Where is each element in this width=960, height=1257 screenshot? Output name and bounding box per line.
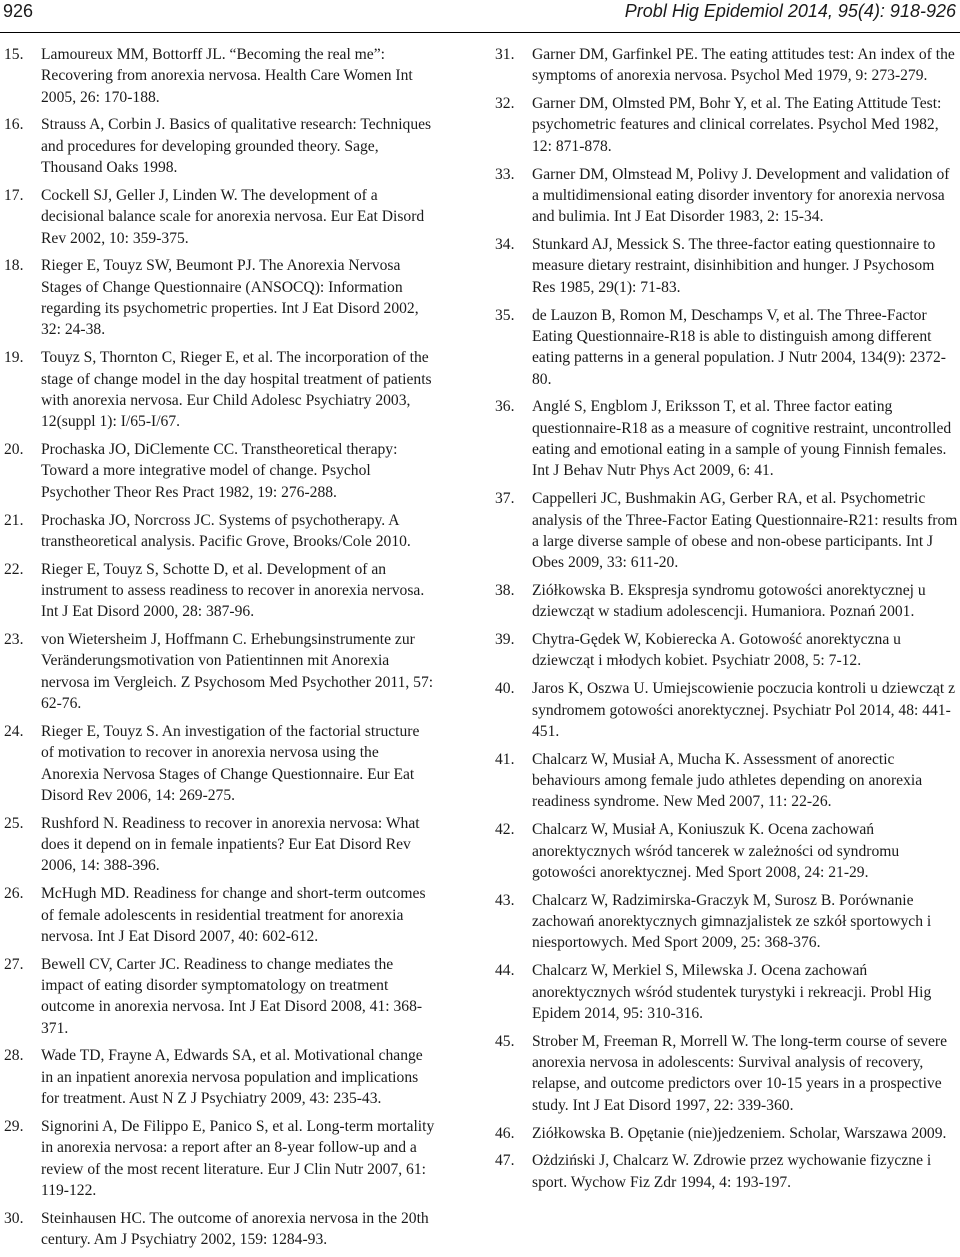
reference-number: 37.	[495, 490, 515, 508]
reference-text: Ziółkowska B. Opętanie (nie)jedzeniem. Scholar, Warszawa 2009.	[532, 1124, 947, 1142]
reference-item	[495, 396, 958, 481]
reference-item	[4, 883, 436, 947]
reference-text: Cockell SJ, Geller J, Linden W. The development of a decisional balance scale for anorexia nervosa. Eur Eat Disord Rev 2002, 10: 359-375.	[41, 186, 425, 247]
reference-number: 45.	[495, 1032, 515, 1050]
reference-item	[4, 1045, 436, 1109]
reference-text: Jaros K, Oszwa U. Umiejscowienie poczucia kontroli u dziewcząt z syndromem gotowości anorektycznej. Psychiatr Pol 2014, 48: 441-451.	[532, 680, 956, 740]
reference-item	[4, 439, 436, 503]
reference-item	[4, 44, 436, 108]
reference-item	[4, 629, 436, 714]
reference-text: Bewell CV, Carter JC. Readiness to change mediates the impact of eating disorder symptomatology on treatment outcome in anorexia nervosa. Int J Eat Disord 2008, 41: 368-371.	[41, 955, 423, 1037]
reference-number: 33.	[495, 165, 515, 183]
reference-item	[4, 1208, 436, 1251]
reference-number: 41.	[495, 750, 515, 768]
reference-text: Rushford N. Readiness to recover in anorexia nervosa: What does it depend on in female inpatients? Eur Eat Disord Rev 2006, 14: 388-396.	[41, 814, 420, 875]
reference-number: 32.	[495, 95, 515, 113]
reference-text: Anglé S, Engblom J, Eriksson T, et al. Three factor eating questionnaire-R18 as a measure of cognitive restraint, uncontrolled eating and emotional eating in a sample of young Finnish females. Int J Behav Nutr Phys Act 2009, 6: 41.	[532, 398, 952, 480]
reference-text: Chalcarz W, Musiał A, Mucha K. Assessment of anorectic behaviours among female judo athletes depending on anorexia readiness syndrome. New Med 2007, 11: 22-26.	[532, 750, 923, 811]
reference-number: 22.	[4, 560, 24, 578]
reference-item	[4, 185, 436, 249]
reference-item	[495, 1031, 958, 1116]
reference-item	[495, 629, 958, 672]
reference-number: 27.	[4, 955, 24, 973]
reference-number: 18.	[4, 257, 24, 275]
reference-text: Lamoureux MM, Bottorff JL. “Becoming the real me”: Recovering from anorexia nervosa. Health Care Women Int 2005, 26: 170-188.	[41, 46, 413, 106]
reference-text: Prochaska JO, Norcross JC. Systems of psychotherapy. A transtheoretical analysis. Pacific Grove, Brooks/Cole 2010.	[41, 511, 411, 550]
reference-number: 24.	[4, 722, 24, 740]
reference-text: Prochaska JO, DiClemente CC. Transtheoretical therapy: Toward a more integrative model of change. Psychol Psychother Theor Res Pract 1982, 19: 276-288.	[41, 441, 398, 501]
reference-number: 39.	[495, 631, 515, 649]
reference-number: 30.	[4, 1209, 24, 1227]
reference-text: Rieger E, Touyz SW, Beumont PJ. The Anorexia Nervosa Stages of Change Questionnaire (ANSOCQ): Information regarding its psychometric properties. Int J Eat Disord 2002, 32: 24-38.	[41, 257, 419, 339]
reference-item	[495, 488, 958, 573]
reference-number: 42.	[495, 821, 515, 839]
reference-text: de Lauzon B, Romon M, Deschamps V, et al. The Three-Factor Eating Questionnaire-R18 is able to distinguish among different eating patterns in a general population. J Nutr 2004, 134(9): 2372-80.	[532, 306, 947, 388]
reference-text: Cappelleri JC, Bushmakin AG, Gerber RA, et al. Psychometric analysis of the Three-Factor Eating Questionnaire-R21: results from a large diverse sample of obese and non-obese participants. Int J Obes 2009, 33: 611-20.	[532, 490, 958, 572]
header-rule	[0, 32, 960, 33]
reference-number: 44.	[495, 962, 515, 980]
reference-item	[4, 255, 436, 340]
reference-number: 23.	[4, 631, 24, 649]
reference-number: 16.	[4, 116, 24, 134]
reference-item	[4, 721, 436, 806]
reference-item	[495, 1123, 958, 1144]
reference-text: Chytra-Gędek W, Kobierecka A. Gotowość anorektyczna u dziewcząt i młodych kobiet. Psychiatr 2008, 5: 7-12.	[532, 631, 901, 670]
reference-text: Chalcarz W, Radzimirska-Graczyk M, Surosz B. Porównanie zachowań anorektycznych gimnazjalistek ze szkół sportowych i niesportowych. Med Sport 2009, 25: 368-376.	[532, 891, 932, 952]
reference-number: 25.	[4, 814, 24, 832]
reference-text: Touyz S, Thornton C, Rieger E, et al. The incorporation of the stage of change model in the day hospital treatment of patients with anorexia nervosa. Eur Child Adolesc Psychiatry 2003, 12(suppl 1): I/65-I/67.	[41, 349, 432, 431]
reference-item	[495, 1150, 958, 1193]
reference-number: 31.	[495, 46, 515, 63]
reference-item	[495, 749, 958, 813]
reference-number: 20.	[4, 441, 24, 459]
page-number: 926	[3, 1, 34, 21]
reference-item	[495, 44, 958, 87]
reference-text: von Wietersheim J, Hoffmann C. Erhebungsinstrumente zur Veränderungsmotivation von Patientinnen mit Anorexia nervosa im Vergleich. Z Psychosom Med Psychother 2011, 57: 62-76.	[41, 631, 434, 713]
reference-number: 28.	[4, 1047, 24, 1065]
reference-item	[4, 347, 436, 432]
reference-text: Rieger E, Touyz S. An investigation of the factorial structure of motivation to recover in anorexia nervosa using the Anorexia Nervosa Stages of Change Questionnaire. Eur Eat Disord Rev 2006, 14: 269-275.	[41, 722, 420, 804]
reference-item	[4, 813, 436, 877]
reference-text: Garner DM, Olmsted PM, Bohr Y, et al. The Eating Attitude Test: psychometric features and clinical correlates. Psychol Med 1982, 12: 871-878.	[532, 95, 942, 155]
reference-number: 19.	[4, 349, 24, 367]
reference-number: 21.	[4, 511, 24, 529]
reference-item	[4, 1116, 436, 1201]
running-header	[0, 0, 960, 34]
reference-item	[4, 510, 436, 553]
reference-item	[495, 93, 958, 157]
reference-item	[4, 559, 436, 623]
reference-text: Signorini A, De Filippo E, Panico S, et al. Long-term mortality in anorexia nervosa: a report after an 8-year follow-up and a review of the most recent literature. Eur J Clin Nutr 2007, 61: 119-122.	[41, 1117, 435, 1199]
reference-number: 47.	[495, 1152, 515, 1170]
reference-item	[495, 580, 958, 623]
reference-number: 29.	[4, 1117, 24, 1135]
reference-item	[495, 960, 958, 1024]
reference-text: Garner DM, Garfinkel PE. The eating attitudes test: An index of the symptoms of anorexia nervosa. Psychol Med 1979, 9: 273-279.	[532, 46, 955, 85]
references-left-column	[4, 44, 436, 1257]
reference-item	[4, 114, 436, 178]
reference-number: 38.	[495, 581, 515, 599]
reference-number: 17.	[4, 186, 24, 204]
reference-text: Ożdziński J, Chalcarz W. Zdrowie przez wychowanie fizyczne i sport. Wychow Fiz Zdr 1994, 4: 193-197.	[532, 1152, 932, 1191]
reference-number: 35.	[495, 306, 515, 324]
reference-number: 34.	[495, 236, 515, 254]
reference-text: Rieger E, Touyz S, Schotte D, et al. Development of an instrument to assess readiness to recover in anorexia nervosa. Int J Eat Disord 2000, 28: 387-96.	[41, 560, 425, 621]
reference-text: McHugh MD. Readiness for change and short-term outcomes of female adolescents in residential treatment for anorexia nervosa. Int J Eat Disord 2007, 40: 602-612.	[41, 885, 426, 945]
reference-text: Strober M, Freeman R, Morrell W. The long-term course of severe anorexia nervosa in adolescents: Survival analysis of recovery, relapse, and outcome predictors over 10-15 years in a prospective study. Int J Eat Disord 1997, 22: 339-360.	[532, 1032, 948, 1114]
references-right-column	[495, 44, 958, 1200]
reference-item	[4, 954, 436, 1039]
reference-text: Strauss A, Corbin J. Basics of qualitative research: Techniques and procedures for developing grounded theory. Sage, Thousand Oaks 1998.	[41, 116, 432, 177]
journal-citation: Probl Hig Epidemiol 2014, 95(4): 918-926	[624, 1, 956, 21]
reference-number: 46.	[495, 1124, 515, 1142]
reference-text: Steinhausen HC. The outcome of anorexia nervosa in the 20th century. Am J Psychiatry 2002, 159: 1284-93.	[41, 1209, 429, 1249]
reference-text: Garner DM, Olmstead M, Polivy J. Development and validation of a multidimensional eating disorder inventory for anorexia nervosa and bulimia. Int J Eat Disorder 1983, 2: 15-34.	[532, 165, 950, 226]
reference-item	[495, 678, 958, 742]
reference-text: Stunkard AJ, Messick S. The three-factor eating questionnaire to measure dietary restraint, disinhibition and hunger. J Psychosom Res 1985, 29(1): 71-83.	[532, 236, 936, 296]
reference-text: Chalcarz W, Musiał A, Koniuszuk K. Ocena zachowań anorektycznych wśród tancerek w zależności od syndromu gotowości anorektycznej. Med Sport 2008, 24: 21-29.	[532, 821, 900, 881]
reference-item	[495, 305, 958, 390]
reference-item	[495, 164, 958, 228]
reference-text: Wade TD, Frayne A, Edwards SA, et al. Motivational change in an inpatient anorexia nervosa population and implications for treatment. Aust N Z J Psychiatry 2009, 43: 235-43.	[41, 1047, 423, 1108]
reference-item	[495, 234, 958, 298]
reference-item	[495, 890, 958, 954]
reference-number: 40.	[495, 680, 515, 698]
reference-number: 36.	[495, 398, 515, 416]
reference-text: Ziółkowska B. Ekspresja syndromu gotowości anorektycznej u dziewcząt w stadium adolescencji. Humaniora. Poznań 2001.	[532, 581, 926, 621]
reference-number: 26.	[4, 885, 24, 903]
reference-number: 15.	[4, 46, 24, 63]
reference-text: Chalcarz W, Merkiel S, Milewska J. Ocena zachowań anorektycznych wśród studentek turystyki i rekreacji. Probl Hig Epidem 2014, 95: 310-316.	[532, 962, 932, 1022]
reference-number: 43.	[495, 891, 515, 909]
reference-item	[495, 819, 958, 883]
